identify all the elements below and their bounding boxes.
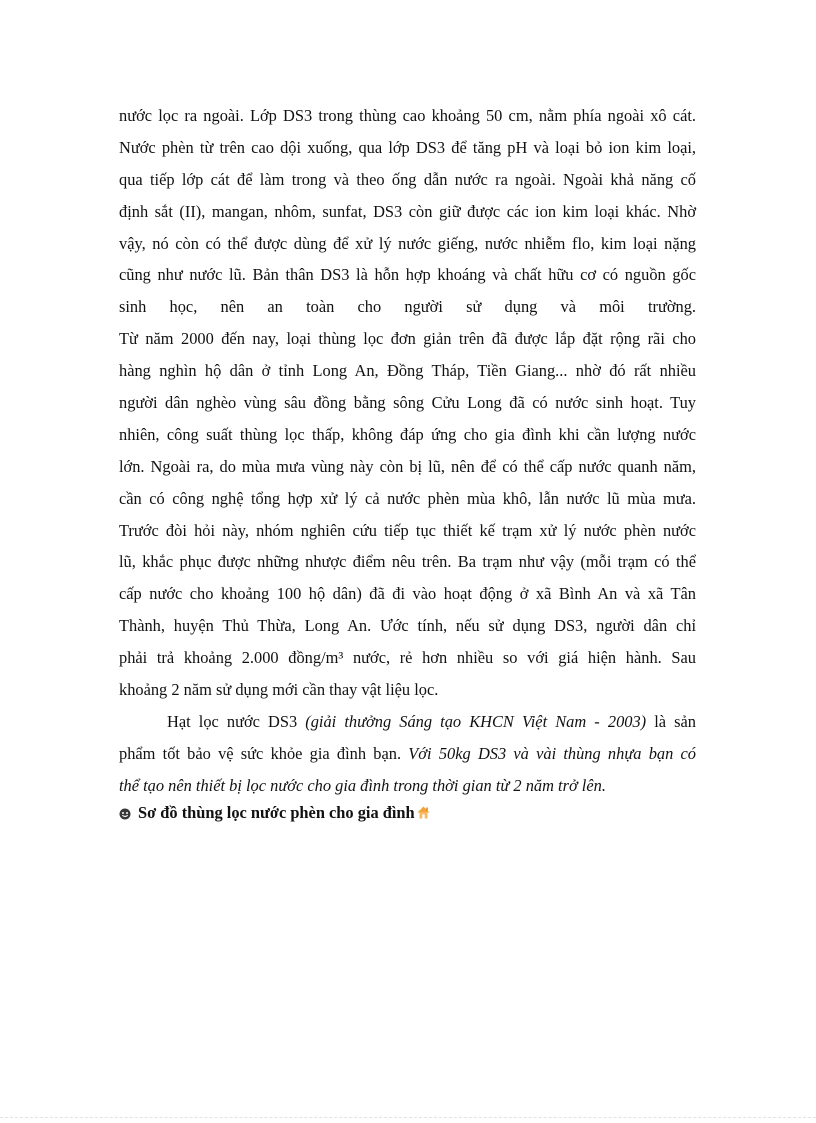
paragraph-line: khoảng 2 năm sử dụng mới cần thay vật liệu lọc. (119, 680, 439, 700)
paragraph2-text: Hạt lọc nước DS3 (167, 711, 306, 731)
paragraph-line: Nước phèn từ trên cao dội xuống, qua lớp DS3 để tăng pH và loại bỏ ion kim loại, (119, 137, 696, 157)
body-text (119, 100, 696, 802)
paragraph-line: người dân nghèo vùng sâu đồng bằng sông Cửu Long đã có nước sinh hoạt. Tuy (119, 393, 696, 413)
paragraph2-line-3: thể tạo nên thiết bị lọc nước cho gia đình trong thời gian từ 2 năm trở lên. (119, 775, 606, 795)
paragraph-line: cần có công nghệ tổng hợp xử lý cả nước phèn mùa khô, lẫn nước lũ mùa mưa. (119, 488, 696, 508)
paragraph2-line-2 (119, 738, 696, 770)
paragraph2-text: là sản (646, 711, 696, 731)
house-icon (416, 803, 431, 827)
paragraph-line: phải trả khoảng 2.000 đồng/m³ nước, rẻ hơn nhiều so với giá hiện hành. Sau (119, 648, 696, 668)
paragraph-line: lũ, khắc phục được những nhược điểm nêu trên. Ba trạm như vậy (mỗi trạm có thể (119, 552, 696, 572)
paragraph-line: nhiên, công suất thùng lọc thấp, không đáp ứng cho gia đình khi cần lượng nước (119, 424, 696, 444)
section-heading (119, 801, 696, 827)
paragraph-line: Từ năm 2000 đến nay, loại thùng lọc đơn giản trên đã được lắp đặt rộng rãi cho (119, 329, 696, 349)
paragraph-line: cũng như nước lũ. Bản thân DS3 là hỗn hợp khoáng và chất hữu cơ có nguồn gốc (119, 265, 696, 285)
paragraph-line: Thành, huyện Thủ Thừa, Long An. Ước tính, nếu sử dụng DS3, người dân chỉ (119, 616, 696, 636)
paragraph-line: cấp nước cho khoảng 100 hộ dân) đã đi vào hoạt động ở xã Bình An và xã Tân (119, 584, 696, 604)
paragraph-line: qua tiếp lớp cát để làm trong và theo ống dẫn nước ra ngoài. Ngoài khả năng cố (119, 169, 696, 189)
paragraph-line: lớn. Ngoài ra, do mùa mưa vùng này còn bị lũ, nên để có thể cấp nước quanh năm, (119, 456, 696, 476)
paragraph2-line-1 (119, 706, 696, 738)
paragraph-line: Trước đòi hỏi này, nhóm nghiên cứu tiếp tục thiết kế trạm xử lý nước phèn nước (119, 520, 696, 540)
paragraph-line: vậy, nó còn có thể được dùng để xử lý nước giếng, nước nhiễm flo, kim loại nặng (119, 233, 696, 253)
smiley-face-icon (119, 803, 131, 827)
paragraph-line: sinh học, nên an toàn cho người sử dụng và môi trường. (119, 297, 696, 317)
award-note: (giải thưởng Sáng tạo KHCN Việt Nam - 2003) (305, 711, 647, 731)
page-bottom-divider (0, 1117, 816, 1118)
paragraph2-text: phẩm tốt bảo vệ sức khỏe gia đình bạn. (119, 743, 409, 763)
heading-text: Sơ đồ thùng lọc nước phèn cho gia đình (138, 803, 415, 822)
paragraph-line: hàng nghìn hộ dân ở tỉnh Long An, Đồng Tháp, Tiền Giang... nhờ đó rất nhiều (119, 361, 696, 381)
usage-note: Với 50kg DS3 và vài thùng nhựa bạn có (408, 743, 696, 763)
paragraph-line: nước lọc ra ngoài. Lớp DS3 trong thùng cao khoảng 50 cm, nằm phía ngoài xô cát. (119, 106, 696, 125)
paragraph-line: định sắt (II), mangan, nhôm, sunfat, DS3 còn giữ được các ion kim loại khác. Nhờ (119, 201, 696, 221)
